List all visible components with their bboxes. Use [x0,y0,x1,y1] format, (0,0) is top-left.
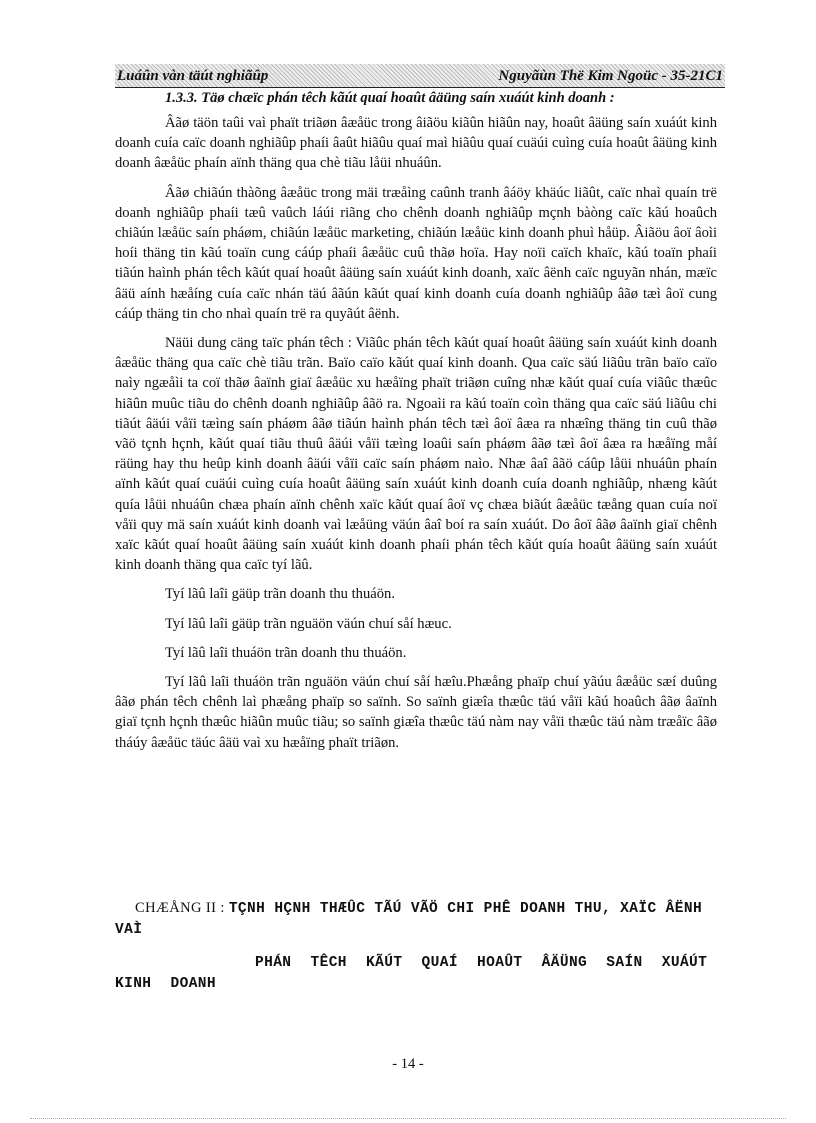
ratio-item: Tyí lãû laîi gäüp trãn doanh thu thuáön. [165,586,395,603]
header-author: Nguyãùn Thë Kim Ngoüc - 35-21C1 [498,68,723,84]
paragraph: Tyí lãû laîi thuáön trãn nguäön väún chuí såí hæîu.Phæång phaïp chuí yãúu âæåüc sæí duûng âãø phán têch chênh laì phæång phaïp so saïnh. So saïnh giæîa thæûc täú våïi kãú hoaûch âãø âaïnh giaï tçnh hçnh thæûc hiãûn muûc tiãu; so saïnh giæîa thæûc täú nàm nay våïi thæûc täú nàm træåïc âãø tháúy âæåüc täúc âäü vaì xu hæåïng phaït triãøn. [115,674,717,751]
paragraph: Âãø chiãún thàõng âæåüc trong mäi træåìng caûnh tranh âáöy khäúc liãût, caïc nhaì quaín trë doanh nghiãûp phaíi tæû vaûch láúi riãng cho chênh doanh nghiãûp mçnh bàòng caïc kãú hoaûch chiãún læåüc saín pháøm, chiãún læåüc marketing, chiãún læåüc kinh doanh phuì håüp. Âiãöu âoï âoìi hoíi thäng tin kãú toaïn cung cáúp phaíi âæåüc cuû thãø hoïa. Hay noïi caïch khaïc, kãú toaïn phaíi tiãún haình phán têch kãút quaí hoaût âäüng saín xuáút kinh doanh, xaïc âënh caïc nguyãn nhán, mæïc âäü aính hæåíng cuía caïc nhán täú âãún kãút quaí kinh doanh cuía doanh nghiãûp âãø tæì âoï cung cáúp thäng tin cho nhaì quaín trë ra quyãút âënh. [115,184,717,322]
chapter-title-line1: TÇNH HÇNH THÆÛC TÃÚ VÃÖ CHI PHÊ DOANH THU, XAÏC ÂËNH VAÌ [115,901,703,938]
ratio-item: Tyí lãû laîi gäüp trãn nguäön väún chuí såí hæuc. [165,615,452,632]
chapter-heading [115,898,720,995]
paragraph: Âãø täön taûi vaì phaït triãøn âæåüc trong âiãöu kiãûn hiãûn nay, hoaût âäüng saín xuáút kinh doanh cuía caïc doanh nghiãûp phaíi âaût hiãûu quaí maì hiãûu quaí cuäúi cuìng cuía hoaût âäüng kinh doanh âæåüc phaín aïnh thäng qua chè tiãu låüi nhuáûn. [115,115,717,172]
chapter-title-line2: PHÁN TÊCH KÃÚT QUAÍ HOAÛT ÂÄÜNG SAÍN XUÁÚT KINH DOANH [115,955,708,992]
chapter-prefix: CHÆÅNG II : [135,900,229,916]
body-text [115,113,717,762]
ratio-item: Tyí lãû laîi thuáön trãn doanh thu thuáön. [165,644,407,661]
page-bottom-divider [30,1118,786,1119]
running-header [115,64,725,88]
section-title: 1.3.3. Täø chæïc phán têch kãút quaí hoaût âäüng saín xuáút kinh doanh : [165,90,615,106]
page-number: - 14 - [392,1056,424,1072]
paragraph: Näüi dung cäng taïc phán têch : Viãûc phán têch kãút quaí hoaût âäüng saín xuáút kinh doanh âæåüc thäng qua caïc chè tiãu trãn. Baïo caïo kãút quaí kinh doanh. Qua caïc säú liãûu trãn baïo caïo naìy ngæåìi ta coï thãø âaïnh giaï âæåüc xu hæåïng phaït triãøn cuîng nhæ kãút quaí cuía viãûc thæûc hiãûn muûc tiãu do chênh doanh nghiãûp âãö ra. Ngoaìi ra kãú toaïn coìn thäng qua caïc säú liãûu chi tiãút âäúi våïi tæìng saín pháøm âãø tiãún haình phán têch tæì âoï âæa ra nhæîng thäng tin cuû thãø vãö tçnh hçnh, kãút quaí tiãu thuû âäúi våïi tæìng loaûi saín pháøm âãø tæì âoï âæa ra hæåïng måí räüng hay thu heûp kinh doanh âäúi våïi caïc saín pháøm naìo. Nhæ âaî âãö cáûp låüi nhuáûn phaín aïnh kãút quaí cuäúi cuìng cuía hoaût âäüng saín xuáút kinh doanh cuía doanh nghiãûp, nhæng kãút quía låüi nhuáûn chæa phaín aïnh chênh xaïc kãút quaí âoï vç chæa biãút âæåüc tæång quan cuía noï våïi quy mä saín xuáút kinh doanh vaì læåüng väún âaî boí ra saín xuáút. Do âoï âãø âaïnh giaï chênh xaïc kãút quaí hoaût âäüng saín xuáút kinh doanh phaíi phán têch kãút quía hoaût âäüng saín xuáút kinh doanh thäng qua caïc tyí lãû. [115,335,717,574]
header-thesis-label: Luáûn vàn täút nghiãûp [117,68,269,84]
